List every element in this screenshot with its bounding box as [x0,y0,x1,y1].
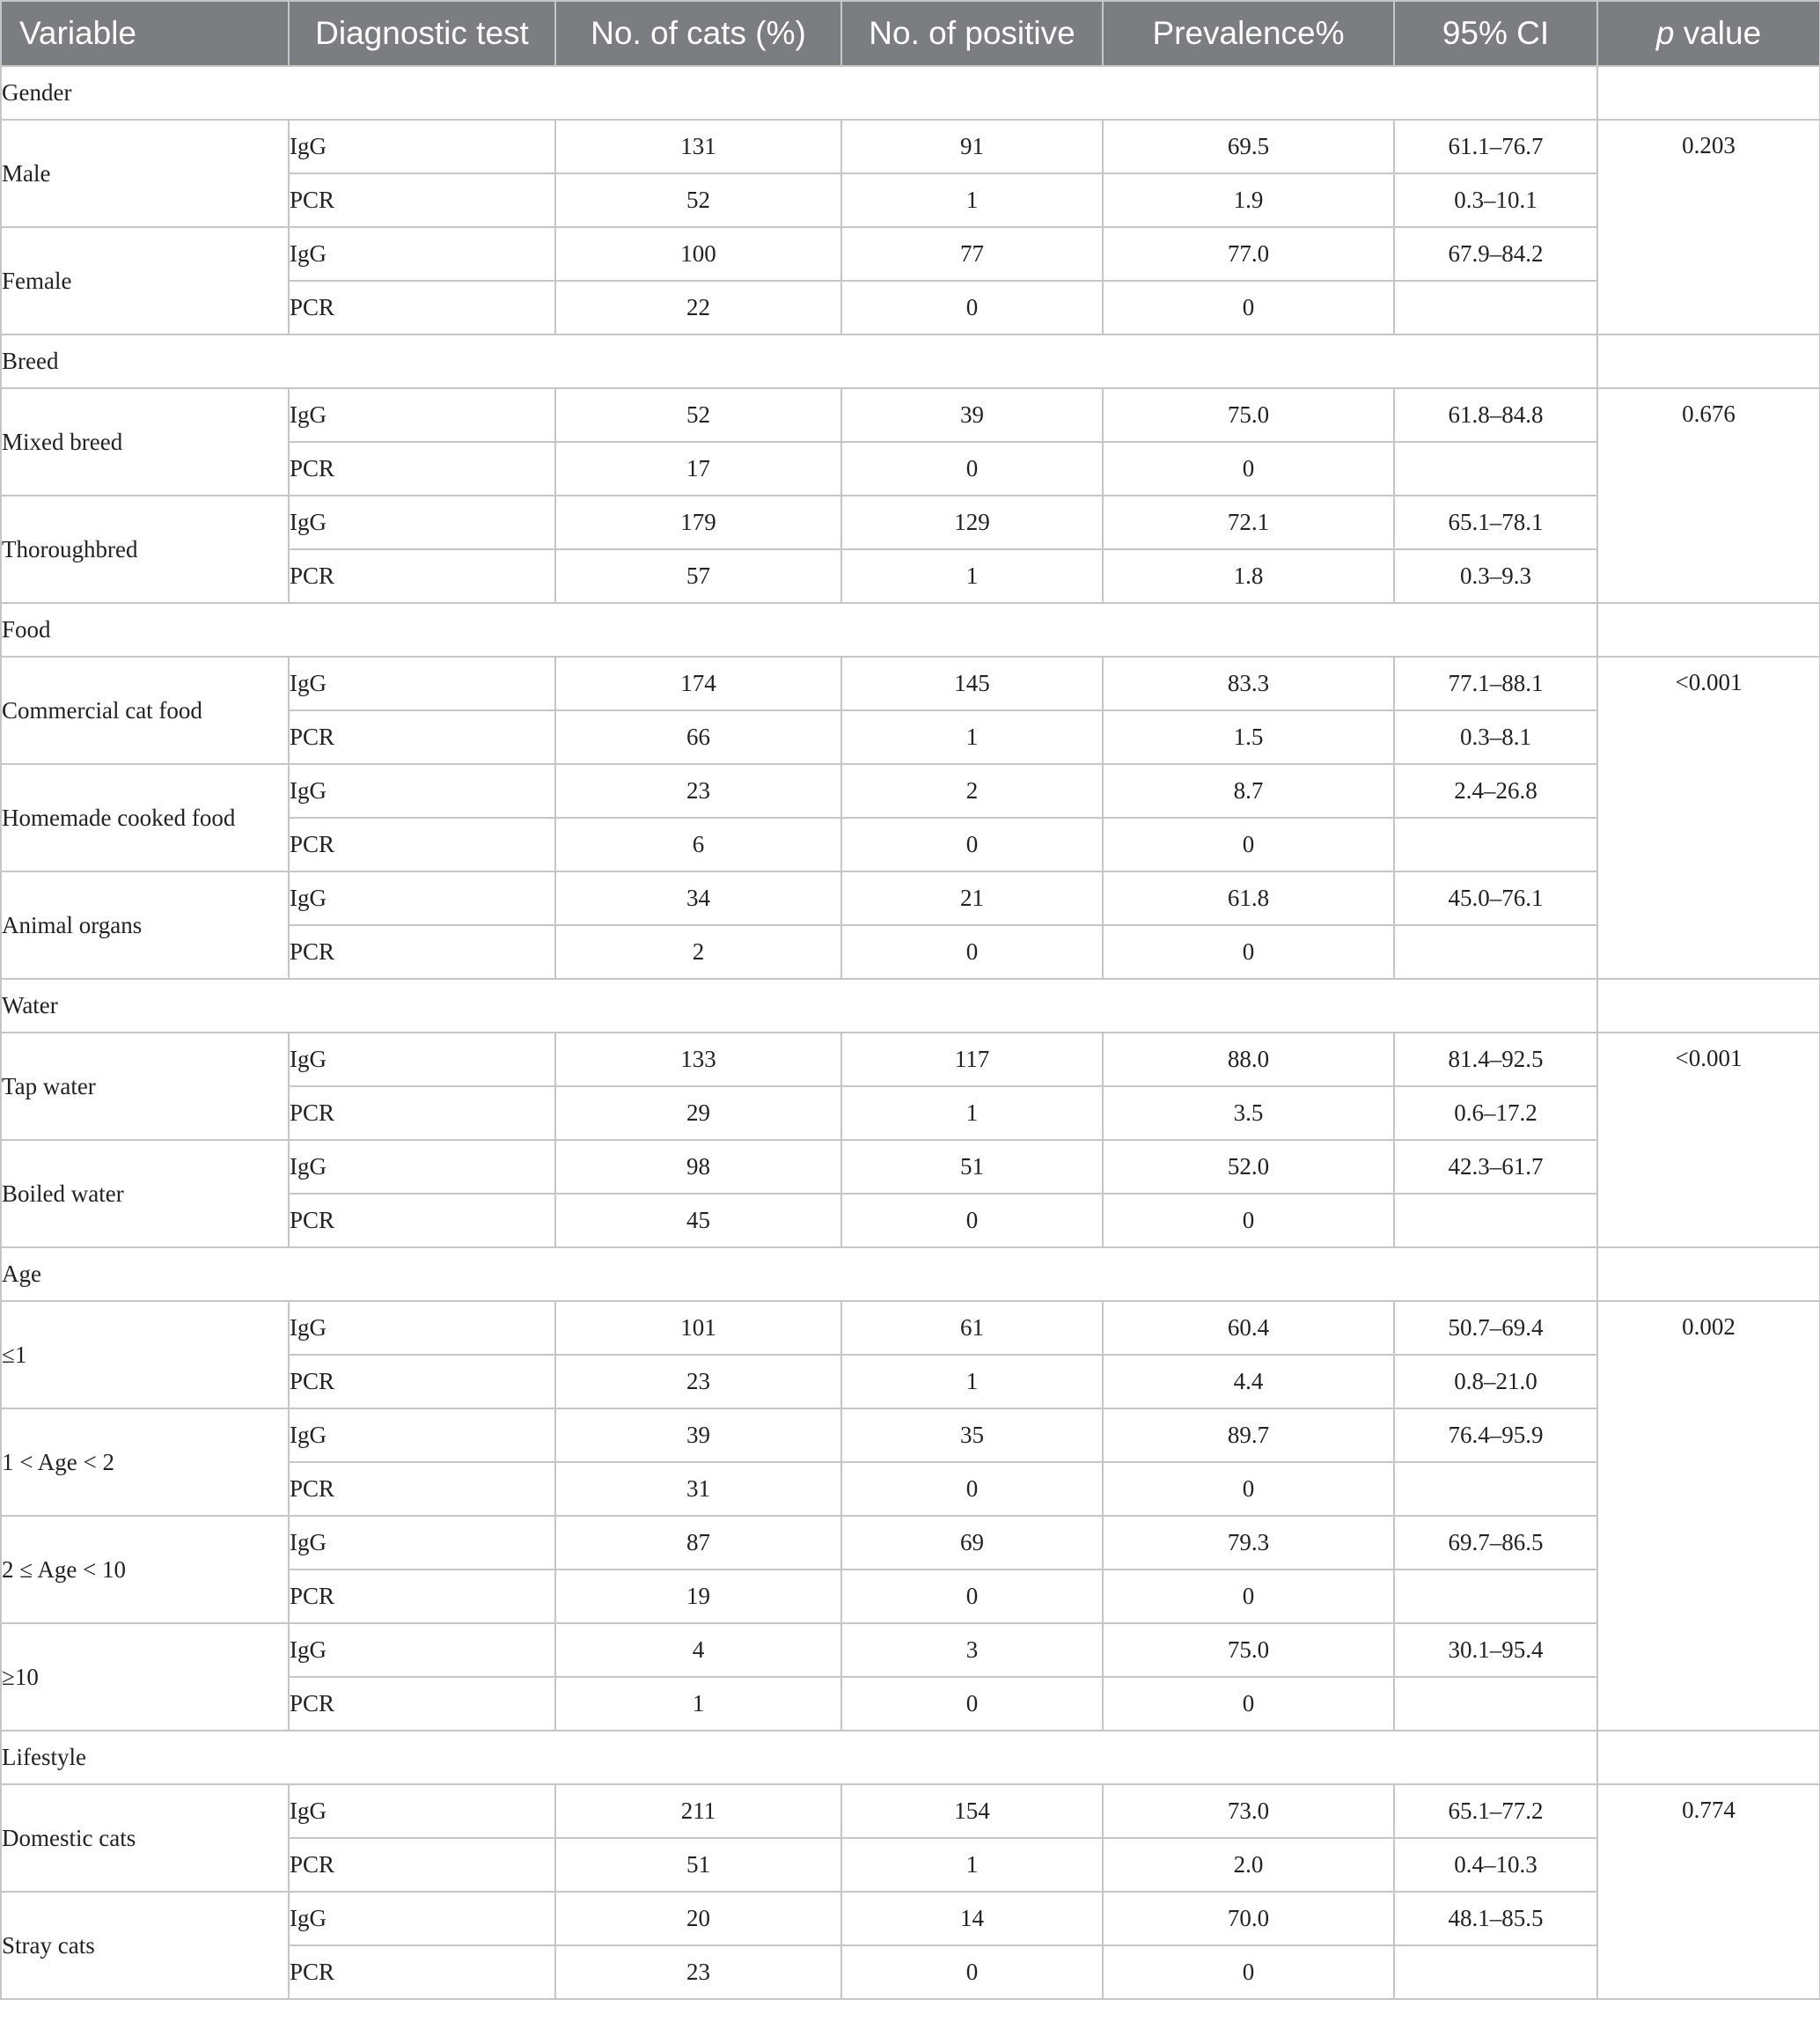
table-row [1,871,1820,925]
ci-cell: 61.8–84.8 [1394,388,1597,442]
header-variable: Variable [1,1,289,66]
ci-cell: 69.7–86.5 [1394,1516,1597,1570]
prevalence-cell: 0 [1103,1570,1394,1623]
prevalence-cell: 2.0 [1103,1838,1394,1892]
no-of-cats-cell: 52 [555,388,841,442]
table-row [1,1408,1820,1462]
no-of-positive-cell: 1 [841,1355,1103,1408]
prevalence-cell: 77.0 [1103,227,1394,281]
prevalence-cell: 0 [1103,1194,1394,1247]
table-row [1,227,1820,281]
p-value-text: 0.002 [1682,1313,1736,1340]
section-pvalue-empty [1597,1247,1820,1301]
no-of-cats-cell: 39 [555,1408,841,1462]
p-value-cell [1597,388,1820,603]
p-value-text: 0.676 [1682,401,1736,427]
prevalence-cell: 72.1 [1103,496,1394,549]
ci-cell [1394,1194,1597,1247]
ci-cell: 61.1–76.7 [1394,120,1597,173]
ci-cell [1394,818,1597,871]
header-row [1,1,1820,66]
p-value-cell [1597,657,1820,979]
no-of-positive-cell: 61 [841,1301,1103,1355]
table-row [1,764,1820,818]
no-of-positive-cell: 129 [841,496,1103,549]
ci-cell: 0.3–10.1 [1394,173,1597,227]
p-value-cell [1597,1301,1820,1731]
no-of-cats-cell: 4 [555,1623,841,1677]
no-of-positive-cell: 1 [841,549,1103,603]
ci-cell: 42.3–61.7 [1394,1140,1597,1194]
no-of-positive-cell: 0 [841,442,1103,496]
section-label: Lifestyle [1,1731,1597,1784]
ci-cell: 0.4–10.3 [1394,1838,1597,1892]
diagnostic-test-cell: PCR [289,1086,555,1140]
diagnostic-test-cell: PCR [289,549,555,603]
no-of-positive-cell: 1 [841,1086,1103,1140]
p-value-text: 0.774 [1682,1797,1736,1823]
ci-cell: 45.0–76.1 [1394,871,1597,925]
ci-cell [1394,1570,1597,1623]
no-of-cats-cell: 1 [555,1677,841,1731]
prevalence-cell: 73.0 [1103,1784,1394,1838]
section-row [1,334,1820,388]
table-row [1,496,1820,549]
no-of-positive-cell: 1 [841,173,1103,227]
prevalence-cell: 79.3 [1103,1516,1394,1570]
prevalence-cell: 1.8 [1103,549,1394,603]
section-row [1,1731,1820,1784]
no-of-positive-cell: 0 [841,818,1103,871]
prevalence-cell: 1.5 [1103,710,1394,764]
group-label: Tap water [1,1033,289,1140]
prevalence-cell: 69.5 [1103,120,1394,173]
no-of-positive-cell: 0 [841,281,1103,334]
header-p-value [1597,1,1820,66]
prevalence-cell: 0 [1103,818,1394,871]
ci-cell: 0.3–8.1 [1394,710,1597,764]
no-of-cats-cell: 66 [555,710,841,764]
no-of-positive-cell: 0 [841,925,1103,979]
table-row [1,388,1820,442]
prevalence-cell: 1.9 [1103,173,1394,227]
diagnostic-test-cell: IgG [289,1784,555,1838]
no-of-positive-cell: 0 [841,1677,1103,1731]
ci-cell: 67.9–84.2 [1394,227,1597,281]
ci-cell [1394,1462,1597,1516]
table-row [1,1301,1820,1355]
no-of-cats-cell: 17 [555,442,841,496]
no-of-positive-cell: 2 [841,764,1103,818]
diagnostic-test-cell: IgG [289,388,555,442]
prevalence-cell: 8.7 [1103,764,1394,818]
ci-cell [1394,925,1597,979]
ci-cell [1394,1677,1597,1731]
no-of-positive-cell: 145 [841,657,1103,710]
diagnostic-test-cell: IgG [289,227,555,281]
no-of-positive-cell: 0 [841,1194,1103,1247]
diagnostic-test-cell: IgG [289,120,555,173]
section-label: Breed [1,334,1597,388]
no-of-cats-cell: 131 [555,120,841,173]
diagnostic-test-cell: IgG [289,1140,555,1194]
diagnostic-test-cell: PCR [289,1462,555,1516]
diagnostic-test-cell: IgG [289,496,555,549]
prevalence-cell: 61.8 [1103,871,1394,925]
no-of-cats-cell: 98 [555,1140,841,1194]
table-row [1,1784,1820,1838]
diagnostic-test-cell: IgG [289,1623,555,1677]
group-label: Animal organs [1,871,289,979]
group-label: Mixed breed [1,388,289,496]
no-of-positive-cell: 21 [841,871,1103,925]
prevalence-cell: 0 [1103,1945,1394,1999]
no-of-cats-cell: 174 [555,657,841,710]
diagnostic-test-cell: IgG [289,1301,555,1355]
header-prevalence: Prevalence% [1103,1,1394,66]
group-label: Stray cats [1,1892,289,1999]
no-of-cats-cell: 29 [555,1086,841,1140]
ci-cell: 76.4–95.9 [1394,1408,1597,1462]
group-label: 1 < Age < 2 [1,1408,289,1516]
table-row [1,657,1820,710]
header-diagnostic-test: Diagnostic test [289,1,555,66]
diagnostic-test-cell: PCR [289,710,555,764]
ci-cell: 0.8–21.0 [1394,1355,1597,1408]
no-of-cats-cell: 23 [555,764,841,818]
no-of-cats-cell: 23 [555,1355,841,1408]
no-of-positive-cell: 14 [841,1892,1103,1945]
no-of-cats-cell: 6 [555,818,841,871]
no-of-cats-cell: 211 [555,1784,841,1838]
p-value-cell [1597,1033,1820,1247]
no-of-cats-cell: 34 [555,871,841,925]
prevalence-cell: 60.4 [1103,1301,1394,1355]
diagnostic-test-cell: PCR [289,442,555,496]
prevalence-cell: 0 [1103,925,1394,979]
no-of-positive-cell: 0 [841,1945,1103,1999]
diagnostic-test-cell: PCR [289,925,555,979]
diagnostic-test-cell: PCR [289,1945,555,1999]
section-row [1,979,1820,1033]
diagnostic-test-cell: PCR [289,281,555,334]
p-value-text: <0.001 [1675,1045,1743,1071]
prevalence-cell: 88.0 [1103,1033,1394,1086]
ci-cell: 2.4–26.8 [1394,764,1597,818]
no-of-cats-cell: 87 [555,1516,841,1570]
section-pvalue-empty [1597,66,1820,120]
header-p-value-italic: p [1655,15,1675,51]
no-of-positive-cell: 1 [841,710,1103,764]
table-row [1,1623,1820,1677]
group-label: Male [1,120,289,227]
group-label: Homemade cooked food [1,764,289,871]
group-label: Domestic cats [1,1784,289,1892]
prevalence-cell: 75.0 [1103,1623,1394,1677]
table-row [1,1516,1820,1570]
ci-cell: 48.1–85.5 [1394,1892,1597,1945]
no-of-positive-cell: 51 [841,1140,1103,1194]
ci-cell: 81.4–92.5 [1394,1033,1597,1086]
header-p-value-rest: value [1674,15,1762,51]
no-of-cats-cell: 22 [555,281,841,334]
diagnostic-test-cell: PCR [289,1194,555,1247]
diagnostic-test-cell: IgG [289,1892,555,1945]
table-row [1,1033,1820,1086]
diagnostic-test-cell: IgG [289,1033,555,1086]
no-of-positive-cell: 154 [841,1784,1103,1838]
header-no-of-positive: No. of positive [841,1,1103,66]
no-of-positive-cell: 91 [841,120,1103,173]
diagnostic-test-cell: PCR [289,1570,555,1623]
group-label: ≥10 [1,1623,289,1731]
section-pvalue-empty [1597,603,1820,657]
no-of-cats-cell: 57 [555,549,841,603]
prevalence-cell: 89.7 [1103,1408,1394,1462]
section-pvalue-empty [1597,334,1820,388]
no-of-cats-cell: 2 [555,925,841,979]
ci-cell [1394,281,1597,334]
prevalence-cell: 70.0 [1103,1892,1394,1945]
section-row [1,66,1820,120]
group-label: Thoroughbred [1,496,289,603]
p-value-cell [1597,120,1820,334]
no-of-cats-cell: 20 [555,1892,841,1945]
group-label: Commercial cat food [1,657,289,764]
no-of-cats-cell: 133 [555,1033,841,1086]
no-of-cats-cell: 100 [555,227,841,281]
prevalence-cell: 3.5 [1103,1086,1394,1140]
table-row [1,1892,1820,1945]
diagnostic-test-cell: PCR [289,1838,555,1892]
prevalence-cell: 0 [1103,1677,1394,1731]
diagnostic-test-cell: IgG [289,1516,555,1570]
group-label: Female [1,227,289,334]
ci-cell: 30.1–95.4 [1394,1623,1597,1677]
diagnostic-test-cell: PCR [289,1355,555,1408]
prevalence-cell: 0 [1103,1462,1394,1516]
table-body [1,66,1820,1999]
p-value-cell [1597,1784,1820,1999]
group-label: Boiled water [1,1140,289,1247]
no-of-positive-cell: 39 [841,388,1103,442]
section-row [1,603,1820,657]
no-of-cats-cell: 51 [555,1838,841,1892]
prevalence-cell: 83.3 [1103,657,1394,710]
table-row [1,1140,1820,1194]
no-of-positive-cell: 117 [841,1033,1103,1086]
no-of-positive-cell: 77 [841,227,1103,281]
prevalence-cell: 0 [1103,281,1394,334]
ci-cell: 65.1–77.2 [1394,1784,1597,1838]
diagnostic-test-cell: PCR [289,1677,555,1731]
section-pvalue-empty [1597,1731,1820,1784]
ci-cell [1394,442,1597,496]
no-of-cats-cell: 101 [555,1301,841,1355]
no-of-cats-cell: 45 [555,1194,841,1247]
header-no-of-cats: No. of cats (%) [555,1,841,66]
ci-cell: 77.1–88.1 [1394,657,1597,710]
no-of-cats-cell: 52 [555,173,841,227]
no-of-cats-cell: 31 [555,1462,841,1516]
ci-cell: 0.6–17.2 [1394,1086,1597,1140]
diagnostic-test-cell: IgG [289,657,555,710]
no-of-positive-cell: 0 [841,1570,1103,1623]
p-value-text: <0.001 [1675,669,1743,695]
section-pvalue-empty [1597,979,1820,1033]
no-of-positive-cell: 35 [841,1408,1103,1462]
diagnostic-test-cell: IgG [289,1408,555,1462]
section-label: Food [1,603,1597,657]
no-of-positive-cell: 1 [841,1838,1103,1892]
diagnostic-test-cell: PCR [289,173,555,227]
p-value-text: 0.203 [1682,132,1736,158]
group-label: 2 ≤ Age < 10 [1,1516,289,1623]
table-row [1,120,1820,173]
no-of-cats-cell: 23 [555,1945,841,1999]
section-label: Water [1,979,1597,1033]
ci-cell: 50.7–69.4 [1394,1301,1597,1355]
no-of-cats-cell: 19 [555,1570,841,1623]
group-label: ≤1 [1,1301,289,1408]
section-row [1,1247,1820,1301]
prevalence-cell: 0 [1103,442,1394,496]
prevalence-cell: 75.0 [1103,388,1394,442]
header-95-ci: 95% CI [1394,1,1597,66]
no-of-positive-cell: 3 [841,1623,1103,1677]
section-label: Gender [1,66,1597,120]
no-of-positive-cell: 69 [841,1516,1103,1570]
diagnostic-test-cell: PCR [289,818,555,871]
ci-cell: 65.1–78.1 [1394,496,1597,549]
section-label: Age [1,1247,1597,1301]
diagnostic-test-cell: IgG [289,764,555,818]
prevalence-cell: 52.0 [1103,1140,1394,1194]
no-of-cats-cell: 179 [555,496,841,549]
prevalence-cell: 4.4 [1103,1355,1394,1408]
no-of-positive-cell: 0 [841,1462,1103,1516]
ci-cell: 0.3–9.3 [1394,549,1597,603]
diagnostic-test-cell: IgG [289,871,555,925]
ci-cell [1394,1945,1597,1999]
